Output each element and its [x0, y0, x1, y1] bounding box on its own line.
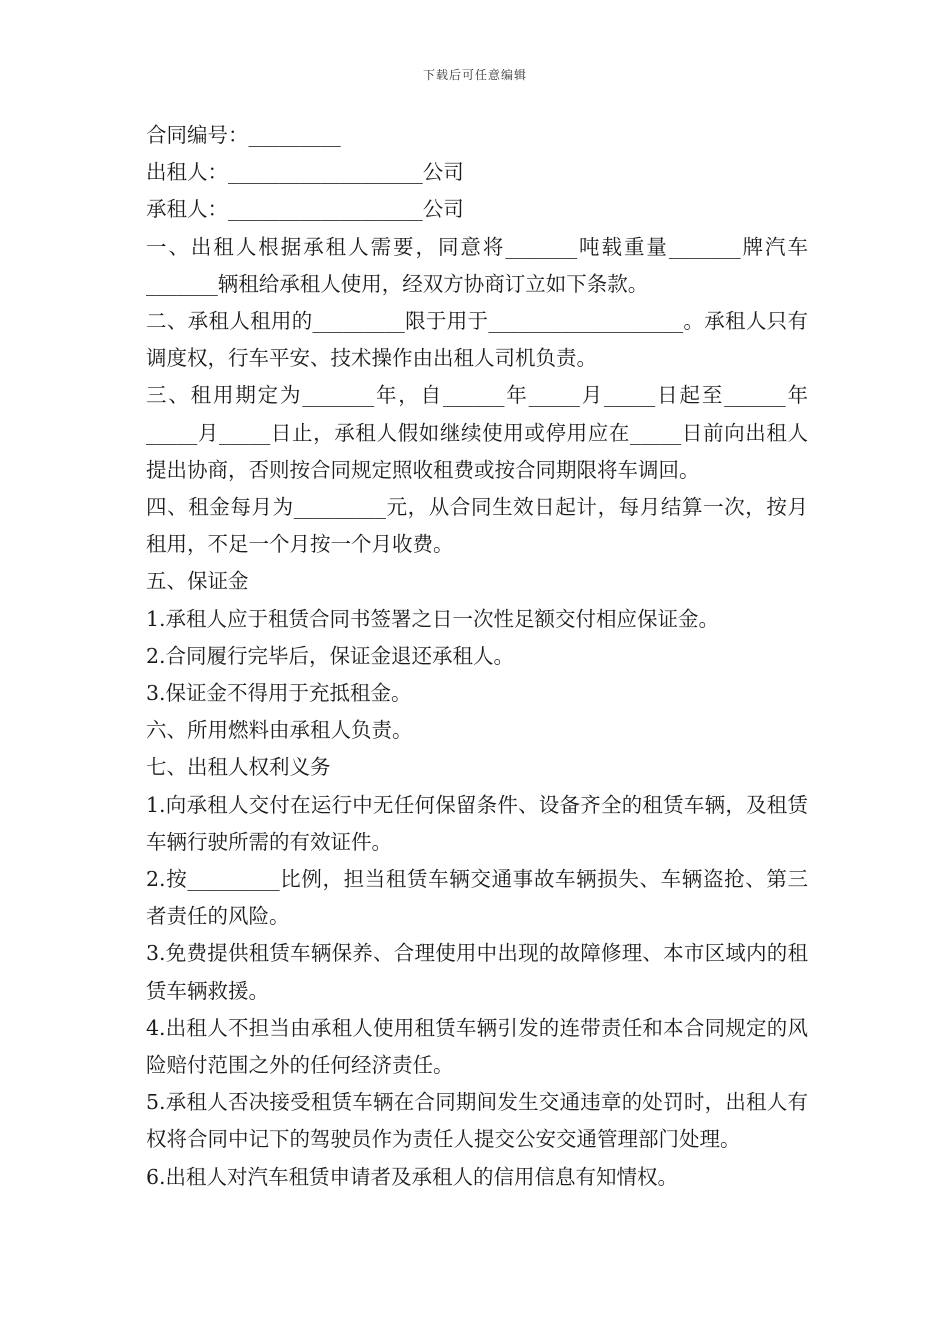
clause-5-item-2: 2.合同履行完毕后，保证金退还承租人。	[146, 643, 515, 668]
clause-6: 六、所用燃料由承租人负责。	[146, 718, 413, 743]
contract-body	[146, 117, 808, 1196]
clause-3: 三、租用期定为_______年，自______年_____月_____日起至______年_____月_____日止，承租人假如继续使用或停用应在_____日前向出租人提出协商，否则按合同规定照收租费或按合同期限将车调回。	[146, 383, 808, 482]
page-header: 下载后可任意编辑	[422, 68, 527, 82]
lessor-line: 出租人：___________________公司	[146, 160, 464, 185]
contract-number-line: 合同编号：_________	[146, 123, 341, 147]
clause-7-item-5: 5.承租人否决接受租赁车辆在合同期间发生交通违章的处罚时，出租人有权将合同中记下的驾驶员作为责任人提交公安交通管理部门处理。	[146, 1090, 808, 1152]
clause-2: 二、承租人租用的_________限于用于___________________。承租人只有调度权，行车平安、技术操作由出租人司机负责。	[146, 309, 808, 371]
clause-7-item-2: 2.按_________比例，担当租赁车辆交通事故车辆损失、车辆盗抢、第三者责任的风险。	[146, 867, 808, 929]
lessee-line: 承租人：___________________公司	[146, 197, 464, 222]
clause-7-item-3: 3.免费提供租赁车辆保养、合理使用中出现的故障修理、本市区域内的租赁车辆救援。	[146, 941, 808, 1003]
clause-7-item-1: 1.向承租人交付在运行中无任何保留条件、设备齐全的租赁车辆，及租赁车辆行驶所需的有效证件。	[146, 792, 808, 854]
clause-5-item-3: 3.保证金不得用于充抵租金。	[146, 681, 412, 706]
clause-7-heading: 七、出租人权利义务	[146, 755, 331, 780]
clause-7-item-6: 6.出租人对汽车租赁申请者及承租人的信用信息有知情权。	[146, 1164, 679, 1189]
clause-5-item-1: 1.承租人应于租赁合同书签署之日一次性足额交付相应保证金。	[146, 606, 720, 631]
clause-4: 四、租金每月为_________元，从合同生效日起计，每月结算一次，按月租用，不足一个月按一个月收费。	[146, 495, 808, 557]
clause-1: 一、出租人根据承租人需要，同意将_______吨载重量_______牌汽车_______辆租给承租人使用，经双方协商订立如下条款。	[146, 234, 808, 296]
clause-7-item-4: 4.出租人不担当由承租人使用租赁车辆引发的连带责任和本合同规定的风险赔付范围之外的任何经济责任。	[146, 1015, 808, 1078]
clause-5-heading: 五、保证金	[146, 569, 249, 594]
